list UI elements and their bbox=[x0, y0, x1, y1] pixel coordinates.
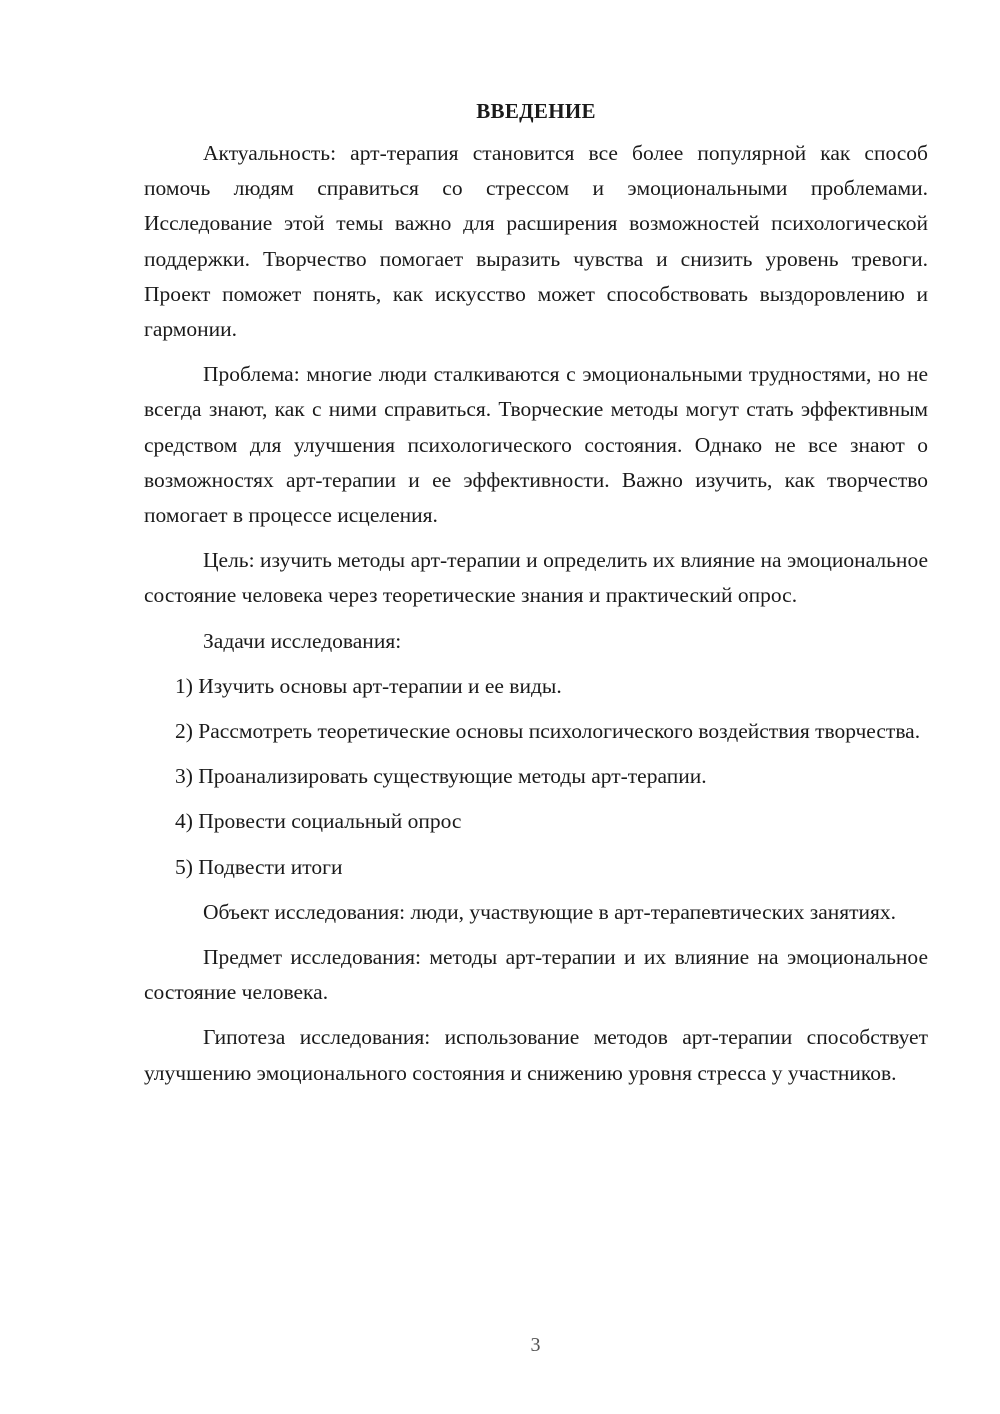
goal-paragraph: Цель: изучить методы арт-терапии и определить их влияние на эмоциональное состояние человека через теоретические знания и практический опрос. bbox=[144, 548, 928, 608]
tasks-heading: Задачи исследования: bbox=[203, 628, 402, 653]
page-title: ВВЕДЕНИЕ bbox=[476, 99, 596, 123]
object-paragraph: Объект исследования: люди, участвующие в арт-терапевтических занятиях. bbox=[203, 899, 897, 924]
problem-paragraph: Проблема: многие люди сталкиваются с эмоциональными трудностями, но не всегда знают, как с ними справиться. Творческие методы могут стать эффективным средством для улучшения психологического состояния. Однако не все знают о возможностях арт-терапии и ее эффективности. Важно изучить, как творчество помогает в процессе исцеления. bbox=[144, 362, 928, 528]
hypothesis-paragraph: Гипотеза исследования: использование методов арт-терапии способствует улучшению эмоционального состояния и снижению уровня стресса у участников. bbox=[144, 1025, 928, 1085]
subject-paragraph: Предмет исследования: методы арт-терапии и их влияние на эмоциональное состояние человека. bbox=[144, 945, 928, 1005]
task-item-4: 4) Провести социальный опрос bbox=[175, 809, 462, 834]
task-item-5: 5) Подвести итоги bbox=[175, 854, 343, 879]
task-item-2: 2) Рассмотреть теоретические основы психологического воздействия творчества. bbox=[175, 719, 921, 744]
document-page bbox=[144, 96, 928, 1101]
page-number: 3 bbox=[530, 1334, 541, 1356]
relevance-paragraph: Актуальность: арт-терапия становится все более популярной как способ помочь людям справиться со стрессом и эмоциональными проблемами. Исследование этой темы важно для расширения возможностей психологической поддержки. Творчество помогает выразить чувства и снизить уровень тревоги. Проект поможет понять, как искусство может способствовать выздоровлению и гармонии. bbox=[144, 141, 928, 342]
task-item-1: 1) Изучить основы арт-терапии и ее виды. bbox=[175, 673, 562, 698]
task-item-3: 3) Проанализировать существующие методы арт-терапии. bbox=[175, 764, 707, 789]
